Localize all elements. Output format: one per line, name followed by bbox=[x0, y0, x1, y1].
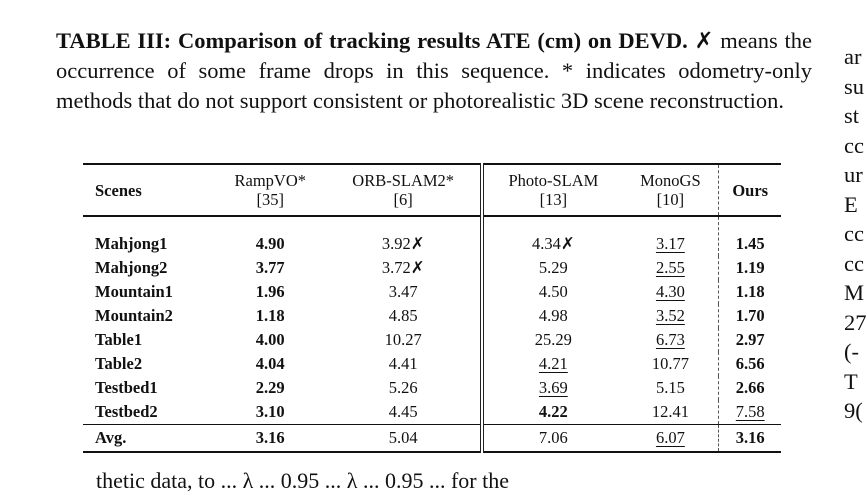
right-fragment: 27 bbox=[844, 309, 867, 335]
right-fragment: 9( bbox=[844, 398, 863, 423]
table-row: Mahjong1 4.90 3.92✗ 4.34✗ 3.17 1.45 bbox=[83, 216, 781, 256]
right-fragment: T bbox=[844, 368, 858, 394]
right-fragment: cc bbox=[844, 132, 864, 158]
right-fragment: su bbox=[844, 73, 865, 99]
right-column-text bbox=[844, 42, 867, 426]
table-caption bbox=[56, 26, 812, 116]
header-ours: Ours bbox=[719, 164, 781, 216]
table-row: Table1 4.00 10.27 25.29 6.73 2.97 bbox=[83, 328, 781, 352]
header-scenes: Scenes bbox=[83, 164, 215, 216]
right-fragment: cc bbox=[844, 250, 864, 276]
right-fragment: st bbox=[844, 103, 860, 128]
right-fragment: ar bbox=[844, 44, 862, 69]
header-rampvo: RampVO* [35] bbox=[215, 164, 326, 216]
right-fragment: ur bbox=[844, 162, 863, 187]
table-row: Mountain2 1.18 4.85 4.98 3.52 1.70 bbox=[83, 304, 781, 328]
table-row: Table2 4.04 4.41 4.21 10.77 6.56 bbox=[83, 352, 781, 376]
avg-row: Avg. 3.16 5.04 7.06 6.07 3.16 bbox=[83, 425, 781, 453]
header-photoslam: Photo-SLAM [13] bbox=[482, 164, 622, 216]
caption-text: ✗ means the occurrence of some frame drops in this sequence. * indicates odometry-only methods that do not support consistent or photorealistic 3D scene reconstruction. bbox=[56, 28, 812, 113]
table-row: Testbed2 3.10 4.45 4.22 12.41 7.58 bbox=[83, 400, 781, 425]
table-row: Mahjong2 3.77 3.72✗ 5.29 2.55 1.19 bbox=[83, 256, 781, 280]
right-fragment: M bbox=[844, 280, 865, 305]
right-fragment: E bbox=[844, 191, 858, 217]
table-title: TABLE III: Comparison of tracking results ATE (cm) on DEVD. bbox=[56, 28, 688, 53]
results-table bbox=[83, 163, 781, 453]
right-fragment: cc bbox=[844, 221, 864, 246]
right-fragment: (- bbox=[844, 339, 859, 364]
header-monogs: MonoGS [10] bbox=[622, 164, 719, 216]
bottom-text-fragment: thetic data, to ... λ ... 0.95 ... λ ... 0.95 ... for the bbox=[96, 468, 509, 493]
header-orbslam2: ORB-SLAM2* [6] bbox=[326, 164, 483, 216]
table-row: Testbed1 2.29 5.26 3.69 5.15 2.66 bbox=[83, 376, 781, 400]
table-row: Mountain1 1.96 3.47 4.50 4.30 1.18 bbox=[83, 280, 781, 304]
header-row bbox=[83, 164, 781, 216]
